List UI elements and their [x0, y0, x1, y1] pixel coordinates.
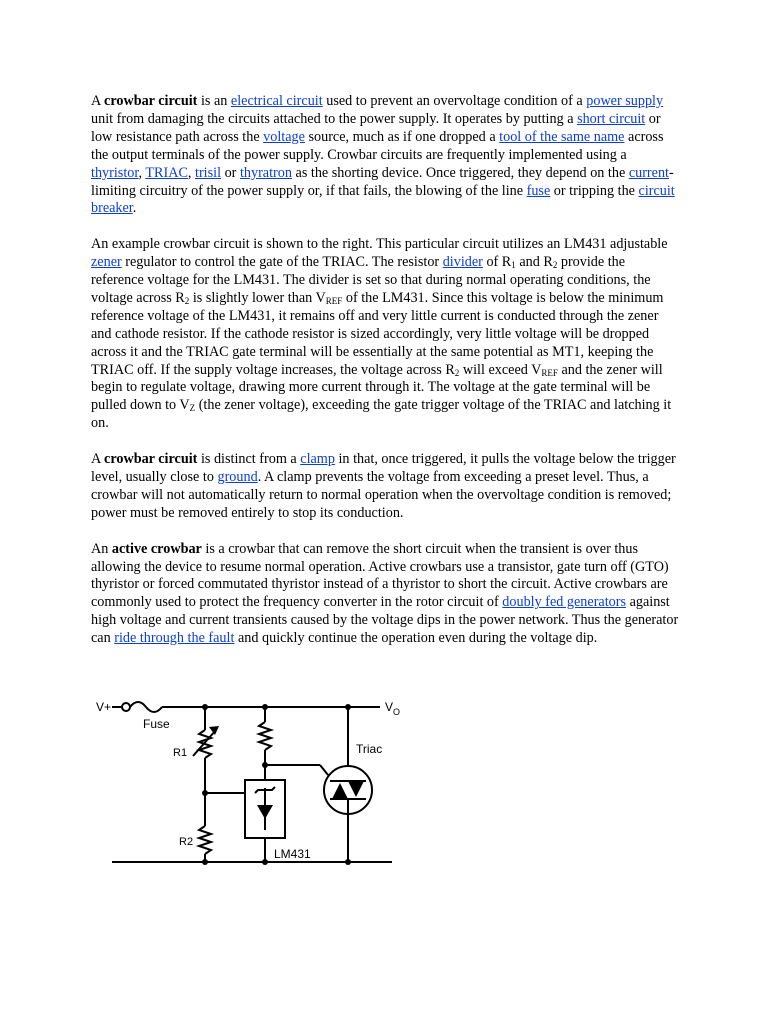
label-r1: R1: [173, 747, 188, 759]
link-current[interactable]: current: [628, 164, 669, 181]
subscript: REF: [325, 295, 343, 306]
text: will exceed V: [459, 361, 542, 378]
paragraph-distinction: [91, 451, 681, 523]
link-fuse[interactable]: fuse: [526, 182, 551, 199]
text: An example crowbar circuit is shown to the right. This particular circuit utilizes an LM431 adjustable: [91, 236, 668, 253]
link-short-circuit[interactable]: short circuit: [577, 110, 646, 127]
link-doubly-fed-generators[interactable]: doubly fed generators: [502, 594, 627, 611]
subscript: REF: [541, 367, 558, 378]
text: A: [91, 451, 105, 468]
bold-term: crowbar circuit: [104, 93, 198, 109]
link-thyratron[interactable]: thyratron: [239, 164, 292, 181]
text: or low resistance path across the: [91, 110, 661, 145]
bold-term: crowbar circuit: [104, 451, 198, 468]
text: source, much as if one dropped a: [304, 128, 500, 145]
link-divider[interactable]: divider: [442, 254, 483, 271]
link-ride-through-the-fault[interactable]: ride through the fault: [114, 630, 235, 647]
subscript: 2: [454, 367, 460, 378]
link-tool-of-the-same-name[interactable]: tool of the same name: [499, 128, 625, 145]
subscript: 2: [184, 295, 190, 306]
link-clamp[interactable]: clamp: [300, 451, 335, 468]
bold-term: active crowbar: [111, 540, 202, 557]
text: -limiting circuitry of the power supply or, if that fails, the blowing of the line: [91, 164, 674, 199]
link-triac[interactable]: TRIAC: [145, 164, 188, 181]
text: is an: [197, 93, 231, 109]
link-zener[interactable]: zener: [91, 254, 122, 271]
text: of R: [482, 254, 512, 271]
text: across the output terminals of the power supply. Crowbar circuits are frequently implemented using a: [91, 128, 664, 163]
label-triac: Triac: [356, 742, 383, 756]
link-ground[interactable]: ground: [217, 469, 258, 485]
text: is slightly lower than V: [189, 289, 326, 306]
text: and R: [515, 254, 553, 271]
paragraph-example: [91, 236, 681, 433]
paragraph-active-crowbar: [91, 541, 681, 648]
paragraph-intro: [91, 93, 681, 218]
text: ,: [187, 164, 196, 181]
text: against high voltage and current transients caused by the voltage dips in the power network. Thus the generator can: [91, 594, 679, 647]
link-circuit-breaker[interactable]: circuit breaker: [91, 182, 675, 217]
text: regulator to control the gate of the TRIAC. The resistor: [121, 254, 443, 271]
text: A: [91, 93, 105, 109]
crowbar-schematic: [92, 690, 412, 880]
label-fuse: Fuse: [143, 717, 170, 731]
subscript: 2: [552, 260, 558, 271]
text: as the shorting device. Once triggered, they depend on the: [291, 164, 629, 181]
text: and the zener will begin to regulate voltage, drawing more current through it. The voltage at the gate terminal will be pulled down to V: [91, 361, 663, 414]
link-electrical-circuit[interactable]: electrical circuit: [230, 93, 323, 109]
text: of the LM431. Since this voltage is below the minimum reference voltage of the LM431, it remains off and very little current is conducted through the zener and cathode resistor. If the cathode resistor is sized accordingly, very little voltage will be dropped across it and the TRIAC gate terminal will be essentially at the same potential as MT1, keeping the TRIAC off. If the supply voltage increases, the voltage across R: [91, 289, 664, 378]
subscript: 1: [511, 260, 516, 271]
text: is a crowbar that can remove the short circuit when the transient is over thus allowing the device to resume normal operation. Active crowbars use a transistor, gate turn off (GTO) thyristor or forced commutated thyristor instead of a thyristor to short the circuit. Active crowbars are commonly used to protect the frequency converter in the rotor circuit of: [91, 540, 669, 611]
text: in that, once triggered, it pulls the voltage below the trigger level, usually close to: [91, 451, 676, 485]
link-power-supply[interactable]: power supply: [586, 93, 664, 109]
link-voltage[interactable]: voltage: [263, 128, 305, 145]
label-r2: R2: [179, 836, 194, 848]
text: and quickly continue the operation even during the voltage dip.: [234, 630, 598, 647]
label-lm431: LM431: [274, 847, 311, 861]
text: (the zener voltage), exceeding the gate trigger voltage of the TRIAC and latching it on.: [91, 397, 672, 432]
text: . A clamp prevents the voltage from exceeding a preset level. Thus, a crowbar will not automatically return to normal operation when the overvoltage condition is removed; power must be removed entirely to stop its conduction.: [91, 469, 672, 521]
text: or tripping the: [550, 182, 639, 199]
text: or: [221, 164, 240, 181]
text: provide the reference voltage for the LM431. The divider is set so that during normal operating conditions, the voltage across R: [91, 254, 651, 306]
label-vout: $V_O$: [385, 700, 401, 717]
subscript: Z: [189, 403, 196, 414]
label-vplus: V+: [96, 700, 112, 714]
link-trisil[interactable]: trisil: [195, 164, 222, 181]
text: unit from damaging the circuits attached to the power supply. It operates by putting a: [91, 110, 578, 127]
text: used to prevent an overvoltage condition of a: [322, 93, 587, 109]
article-body: [91, 93, 681, 666]
text: ,: [138, 164, 146, 181]
text: is distinct from a: [197, 451, 301, 468]
link-thyristor[interactable]: thyristor: [91, 164, 139, 181]
text: An: [91, 540, 112, 557]
text: .: [132, 200, 137, 217]
